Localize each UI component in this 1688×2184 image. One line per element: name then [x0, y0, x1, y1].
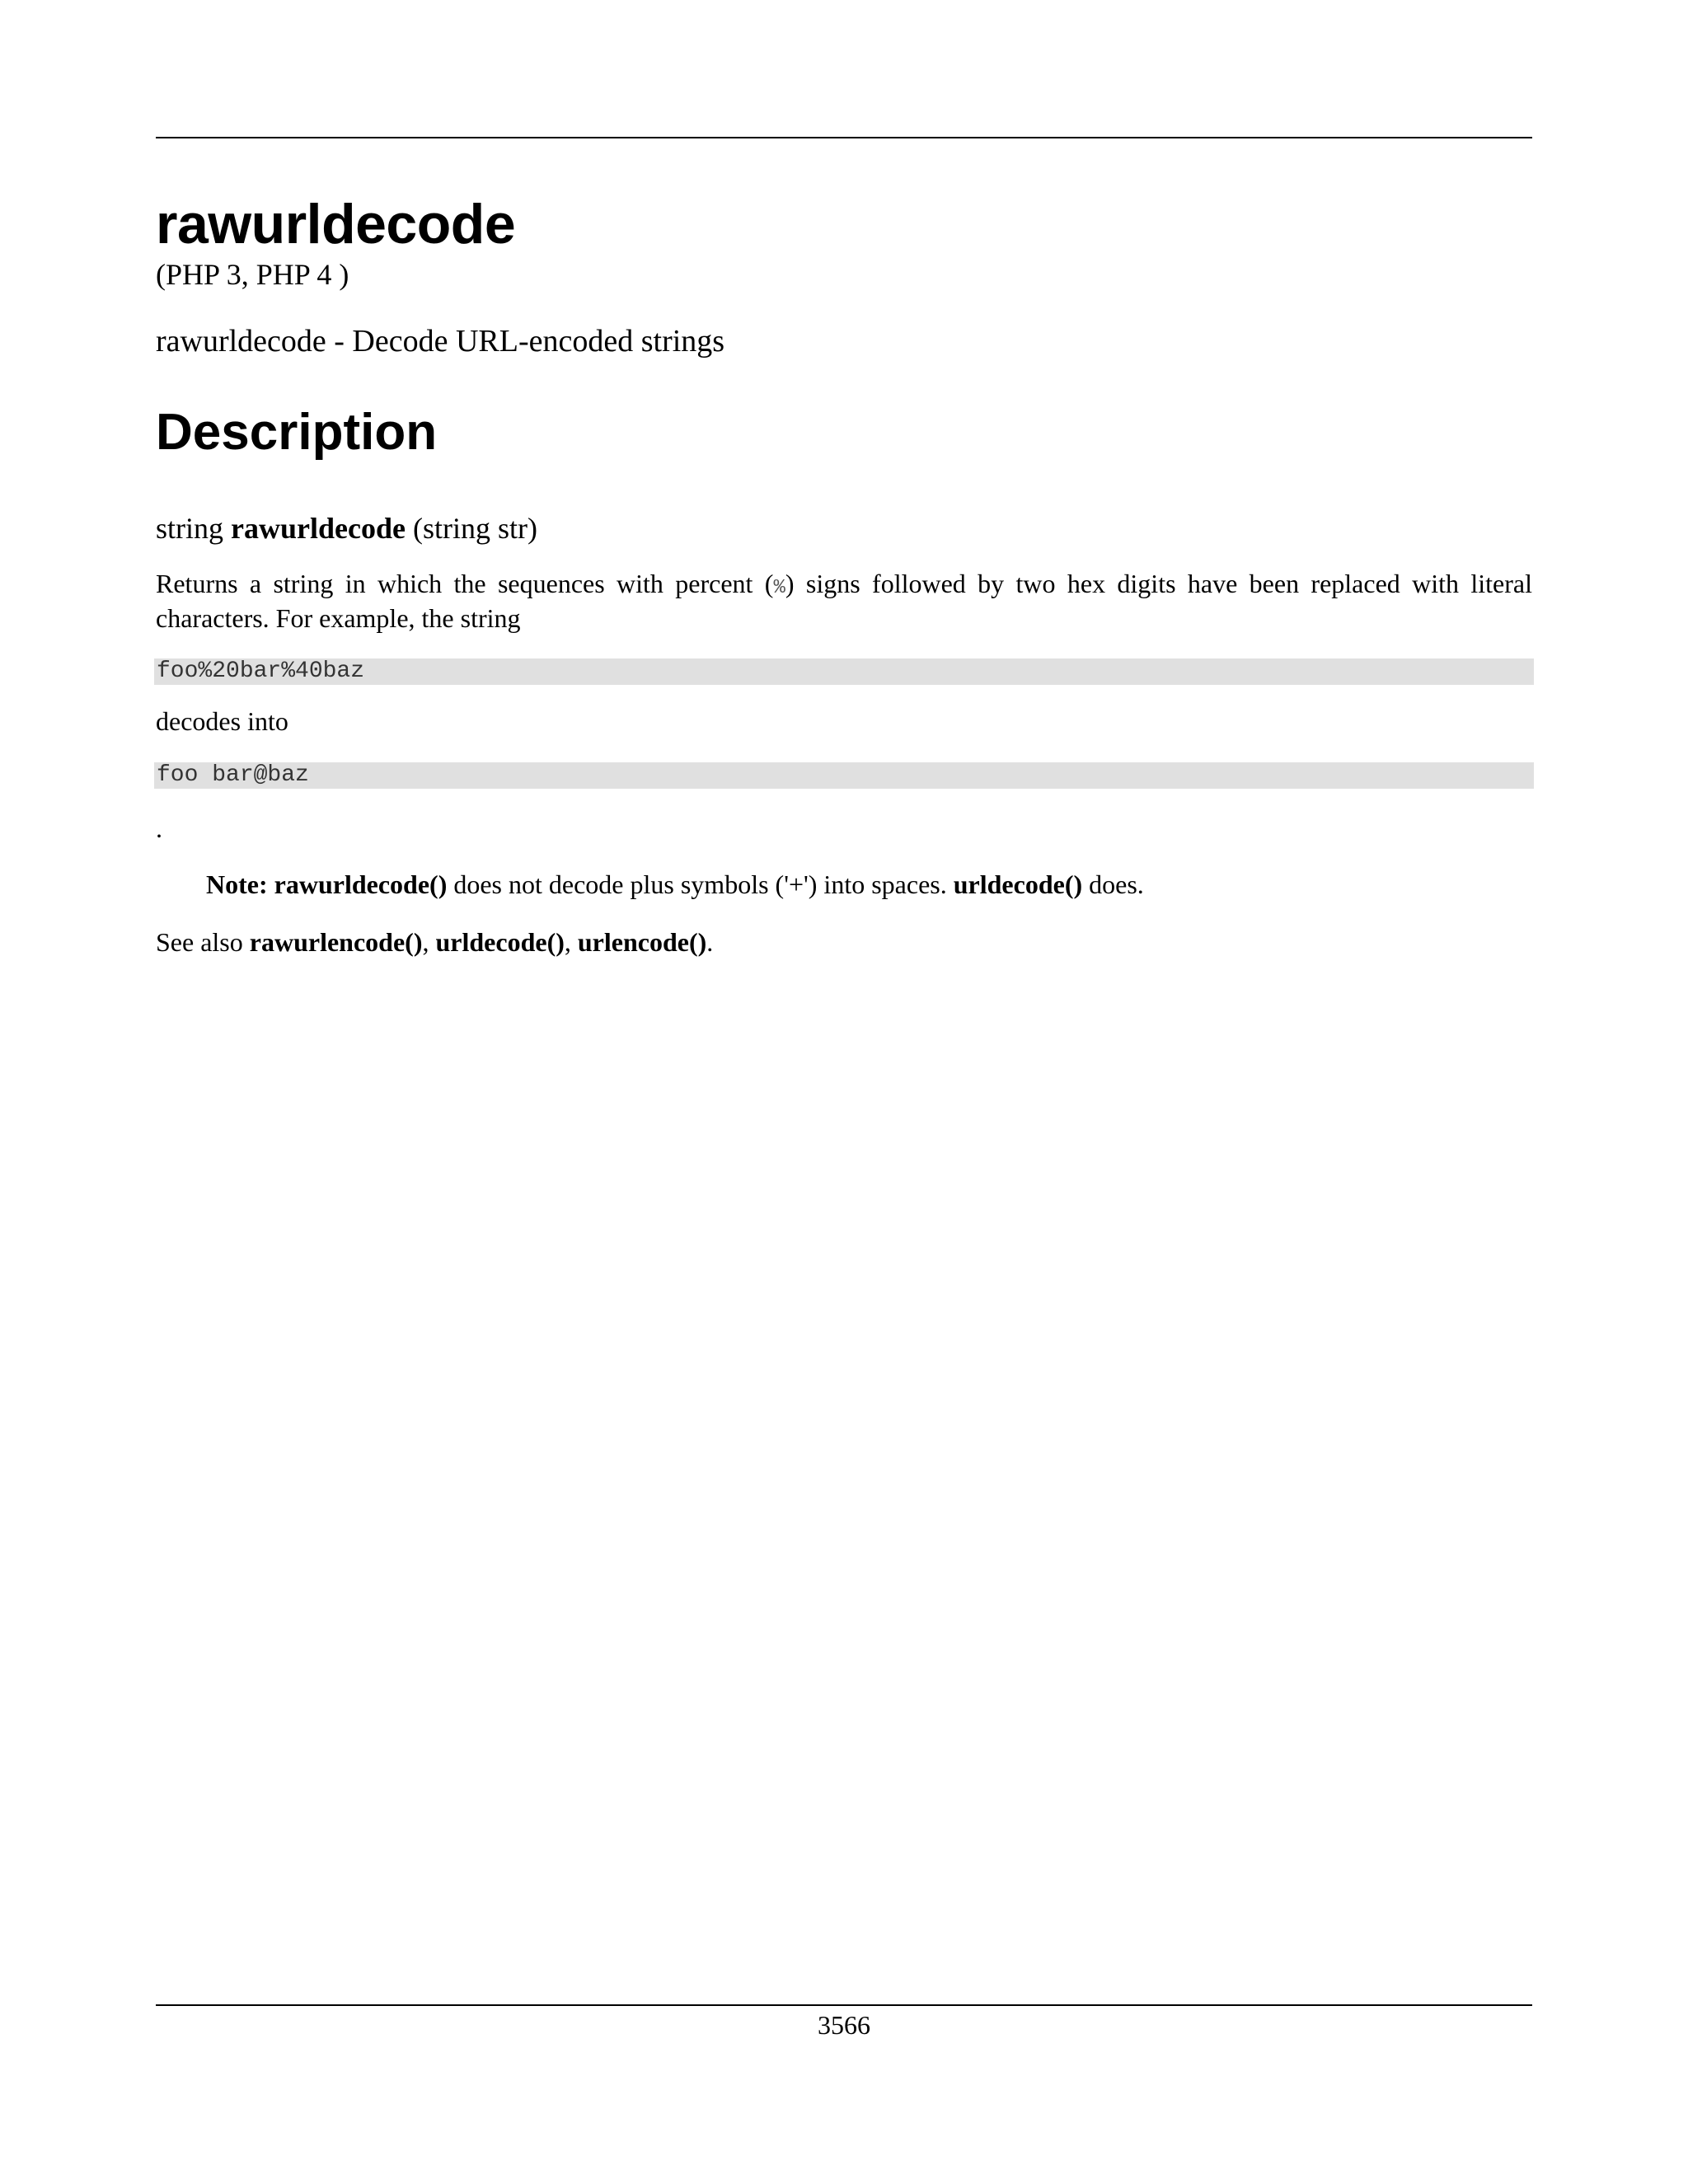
see-also-link-urlencode[interactable]: urlencode() — [577, 927, 707, 957]
see-also — [156, 926, 713, 958]
note-block — [206, 869, 1144, 900]
note-text-2: does. — [1082, 869, 1144, 899]
note-func-rawurldecode: rawurldecode() — [274, 869, 448, 899]
ref-purpose: rawurldecode - Decode URL-encoded strings — [156, 324, 725, 359]
paragraph-text-after: ) signs followed by two hex digits have been replaced with literal characters. For example, the string — [156, 569, 1533, 633]
see-also-link-urldecode[interactable]: urldecode() — [435, 927, 565, 957]
note-func-urldecode: urldecode() — [953, 869, 1083, 899]
section-heading-description: Description — [156, 404, 438, 461]
trailing-period: . — [156, 813, 162, 843]
header-rule — [156, 137, 1532, 138]
note-text-1: does not decode plus symbols ('+') into spaces. — [447, 869, 954, 899]
paragraph-text-before: Returns a string in which the sequences with percent ( — [156, 569, 774, 598]
see-also-prefix: See also — [156, 927, 250, 957]
return-type: string — [156, 512, 224, 545]
description-paragraph — [156, 569, 1532, 633]
version-info: (PHP 3, PHP 4 ) — [156, 258, 349, 291]
example-encoded-string: foo%20bar%40baz — [154, 658, 1534, 685]
function-params: (string str) — [412, 512, 537, 545]
see-also-link-rawurlencode[interactable]: rawurlencode() — [249, 927, 423, 957]
function-synopsis — [156, 511, 537, 546]
see-also-separator: , — [422, 927, 436, 957]
page-number: 3566 — [818, 2010, 870, 2040]
see-also-separator: , — [564, 927, 578, 957]
see-also-end: . — [706, 927, 714, 957]
percent-literal: % — [773, 577, 785, 599]
footer-rule — [156, 2004, 1532, 2006]
decodes-into-text: decodes into — [156, 706, 288, 736]
function-name: rawurldecode — [231, 512, 406, 545]
note-label: Note: — [206, 869, 268, 899]
example-decoded-string: foo bar@baz — [154, 762, 1534, 789]
page-title: rawurldecode — [156, 193, 516, 255]
